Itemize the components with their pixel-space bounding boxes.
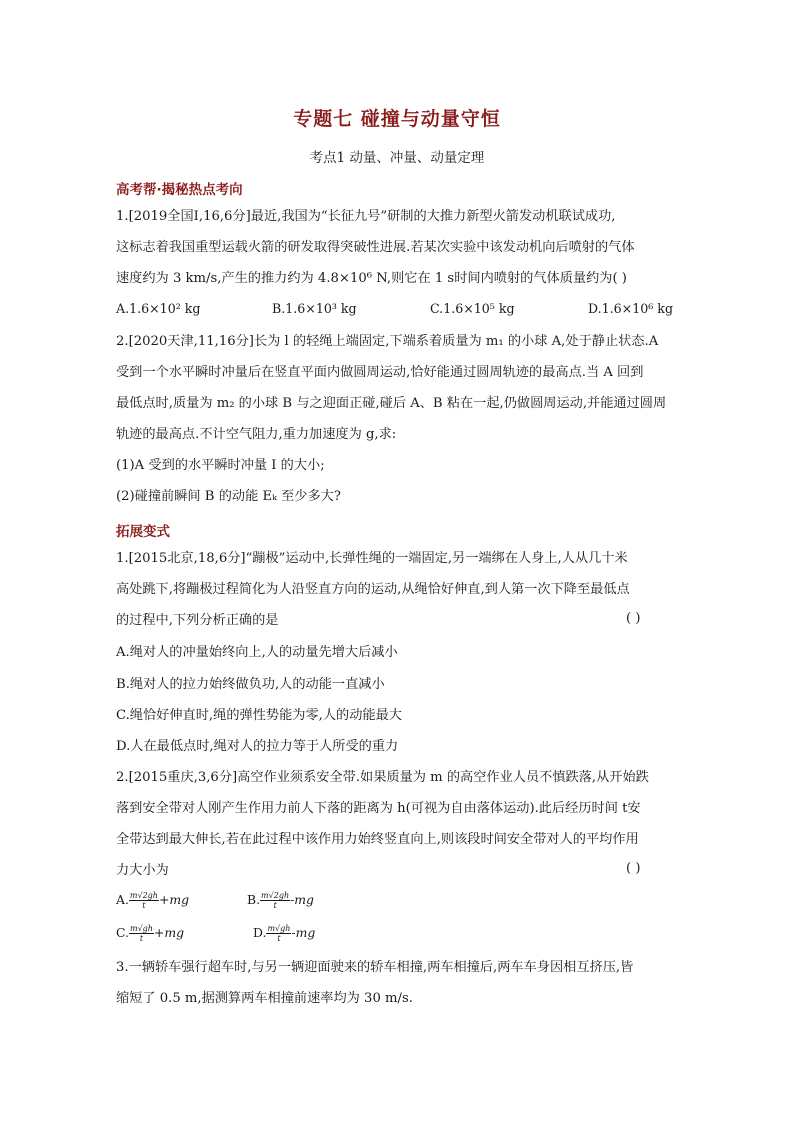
fraction-denominator: t (142, 901, 146, 910)
q1-option-c: C.1.6×10⁵ kg (430, 301, 515, 316)
ext-q1-line-1: 1.[2015北京,18,6分]“蹦极”运动中,长弹性绳的一端固定,另一端绑在人身上,人从几十米 (116, 551, 628, 566)
ext-q3-line-1: 3.一辆轿车强行超车时,与另一辆迎面驶来的轿车相撞,两车相撞后,两车车身因相互挤压,皆 (116, 960, 634, 975)
ext-q1-line-3: 的过程中,下列分析正确的是 (116, 613, 279, 628)
q1-option-d: D.1.6×10⁶ kg (588, 301, 674, 316)
ext-q2-line-1: 2.[2015重庆,3,6分]高空作业须系安全带.如果质量为 m 的高空作业人员不慎跌落,从开始跌 (116, 770, 649, 785)
fraction-denominator: t (139, 934, 144, 943)
page-subtitle: 考点1 动量、冲量、动量定理 (309, 150, 485, 166)
ext-q1-option-b: B.绳对人的拉力始终做负功,人的动能一直减小 (116, 677, 385, 692)
fraction-numerator: m√gh (129, 924, 153, 933)
fraction (129, 891, 159, 910)
fraction-denominator: t (273, 901, 277, 910)
fraction (129, 924, 154, 943)
ext-q2-line-2: 落到安全带对人刚产生作用力前人下落的距离为 h(可视为自由落体运动).此后经历时间 t安 (116, 801, 641, 816)
ext-q2-option-a (116, 891, 189, 910)
q1-option-a: A.1.6×10² kg (116, 301, 201, 316)
option-letter: D. (253, 925, 267, 940)
q2-line-3: 最低点时,质量为 m₂ 的小球 B 与之迎面正碰,碰后 A、B 粘在一起,仍做圆周运动,并能通过圆周 (116, 396, 667, 411)
fraction (260, 891, 290, 910)
option-suffix: +mg (158, 892, 190, 907)
page-title: 专题七 碰撞与动量守恒 (293, 108, 501, 130)
ext-q1-line-2: 高处跳下,将蹦极过程简化为人沿竖直方向的运动,从绳恰好伸直,到人第一次下降至最低点 (116, 582, 630, 597)
q2-part-2: (2)碰撞前瞬间 B 的动能 Eₖ 至少多大? (116, 489, 341, 504)
ext-q2-line-3: 全带达到最大伸长,若在此过程中该作用力始终竖直向上,则该段时间安全带对人的平均作用 (116, 832, 639, 847)
option-letter: A. (116, 892, 129, 907)
ext-q2-line-4: 力大小为 (116, 863, 169, 878)
q2-line-4: 轨迹的最高点.不计空气阻力,重力加速度为 g,求: (116, 427, 397, 442)
ext-q1-option-c: C.绳恰好伸直时,绳的弹性势能为零,人的动能最大 (116, 708, 402, 723)
q1-line-2: 这标志着我国重型运载火箭的研发取得突破性进展.若某次实验中该发动机向后喷射的气体 (116, 240, 635, 255)
fraction (266, 924, 291, 943)
fraction-numerator: m√2gh (129, 891, 158, 900)
q1-line-3: 速度约为 3 km/s,产生的推力约为 4.8×10⁶ N,则它在 1 s时间内喷射的气体质量约为( ) (116, 271, 627, 286)
ext-q1-option-a: A.绳对人的冲量始终向上,人的动量先增大后减小 (116, 645, 398, 660)
ext-q2-option-d (253, 924, 315, 943)
q2-part-1: (1)A 受到的水平瞬时冲量 I 的大小; (116, 458, 325, 473)
section-heading-tuozhan: 拓展变式 (116, 524, 170, 540)
ext-q1-answer-paren: ( ) (626, 611, 641, 626)
option-suffix: -mg (290, 892, 314, 907)
ext-q2-answer-paren: ( ) (626, 861, 641, 876)
fraction-numerator: m√gh (267, 924, 291, 933)
fraction-numerator: m√2gh (261, 891, 290, 900)
option-letter: B. (247, 892, 261, 907)
option-letter: C. (116, 925, 129, 940)
q2-line-1: 2.[2020天津,11,16分]长为 l 的轻绳上端固定,下端系着质量为 m₁ 的小球 A,处于静止状态.A (116, 334, 659, 349)
option-suffix: +mg (153, 925, 185, 940)
q1-option-b: B.1.6×10³ kg (272, 301, 357, 316)
fraction-denominator: t (277, 934, 281, 943)
section-heading-gaokao: 高考帮·揭秘热点考向 (116, 182, 243, 198)
ext-q3-line-2: 缩短了 0.5 m,据测算两车相撞前速率均为 30 m/s. (116, 991, 413, 1006)
q2-line-2: 受到一个水平瞬时冲量后在竖直平面内做圆周运动,恰好能通过圆周轨迹的最高点.当 A 回到 (116, 365, 644, 380)
q1-line-1: 1.[2019全国Ⅰ,16,6分]最近,我国为“长征九号”研制的大推力新型火箭发动机联试成功, (116, 209, 616, 224)
ext-q2-option-c (116, 924, 184, 943)
ext-q1-option-d: D.人在最低点时,绳对人的拉力等于人所受的重力 (116, 739, 399, 754)
ext-q2-option-b (247, 891, 314, 910)
option-suffix: -mg (291, 925, 316, 940)
